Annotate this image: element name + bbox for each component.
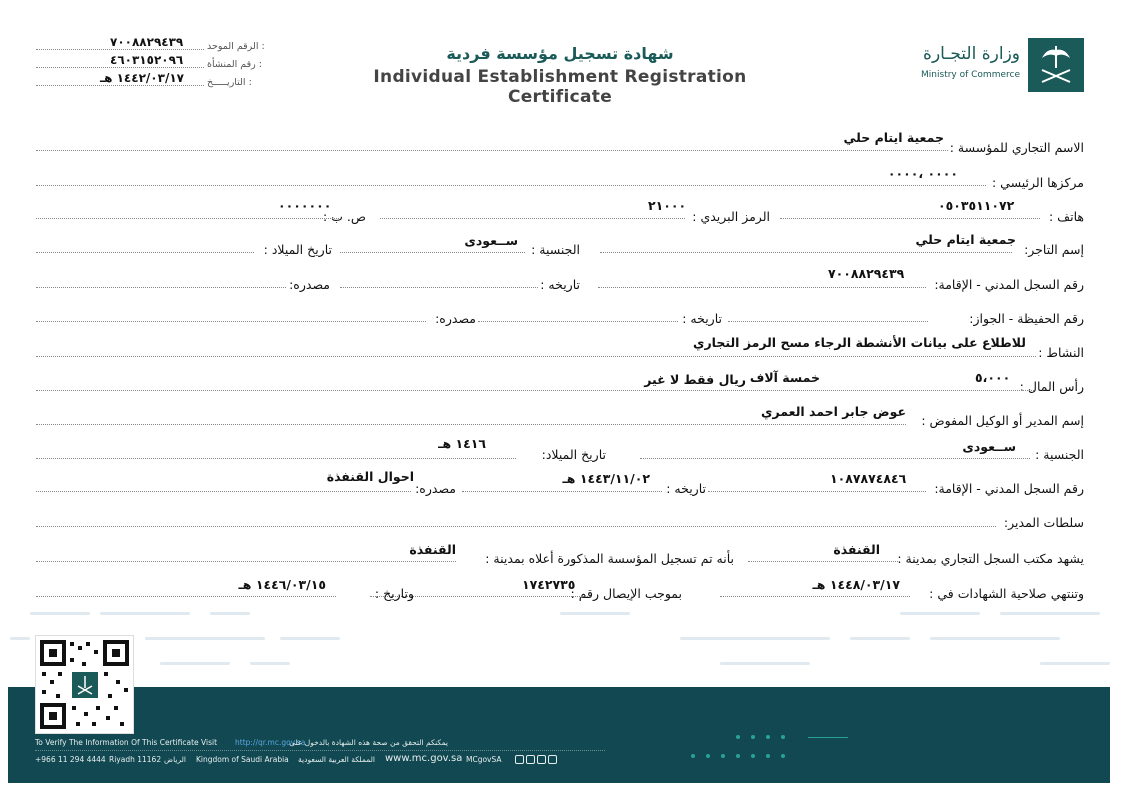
civil-source-label: مصدره:	[289, 277, 330, 292]
civil-date-label: تاريخه :	[540, 277, 580, 292]
verify-text-english: To Verify The Information Of This Certificate Visit	[35, 738, 218, 747]
headquarters-value: ٠٠٠٠ ،٠٠٠٠	[887, 166, 958, 181]
ministry-name-english: Ministry of Commerce	[921, 70, 1020, 80]
civil-record-label: رقم السجل المدني - الإقامة:	[934, 277, 1084, 292]
social-icons	[513, 754, 557, 764]
footer-phone: +966 11 294 4444	[35, 755, 106, 764]
twitter-icon[interactable]	[537, 755, 546, 764]
postal-code-label: الرمز البريدي :	[692, 209, 770, 224]
unified-number-label: الرقم الموحد :	[207, 41, 265, 52]
capital-words: خمسة آلاف	[749, 370, 820, 385]
facebook-icon[interactable]	[526, 755, 535, 764]
footer-band	[8, 687, 1110, 783]
manager-source-label: مصدره:	[415, 481, 456, 496]
receipt-label: بموجب الإيصال رقم :	[570, 586, 682, 601]
merchant-label: إسم التاجر:	[1024, 242, 1084, 257]
issue-date: ١٤٤٢/٠٣/١٧ هـ	[100, 71, 184, 85]
ministry-name-arabic: وزارة التجـارة	[923, 44, 1020, 64]
footer-website[interactable]: www.mc.gov.sa	[385, 753, 463, 764]
footer-dots-decoration	[648, 733, 848, 753]
passport-label: رقم الحفيظة - الجواز:	[969, 311, 1084, 326]
postal-code-value: ٢١٠٠٠	[648, 198, 687, 213]
establishment-number: ٤٦٠٣١٥٢٠٩٦	[110, 53, 184, 67]
manager-powers-label: سلطات المدير:	[1003, 515, 1084, 530]
civil-record-value: ٧٠٠٨٨٢٩٤٣٩	[828, 266, 905, 281]
pobox-value: ٠٠٠٠٠٠٠	[278, 198, 332, 213]
merchant-name: جمعية ايتام حلي	[915, 232, 1016, 247]
trade-name-label: الاسم التجاري للمؤسسة :	[949, 140, 1084, 155]
phone-label: هاتف :	[1048, 209, 1084, 224]
title-arabic: شهادة تسجيل مؤسسة فردية	[446, 44, 674, 63]
phone-value: ٠٥٠٣٥١١٠٧٢	[938, 198, 1015, 213]
receipt-number: ١٧٤٢٧٣٥	[522, 577, 576, 592]
instagram-icon[interactable]	[515, 755, 524, 764]
receipt-date: ١٤٤٦/٠٣/١٥ هـ	[238, 577, 326, 592]
headquarters-label: مركزها الرئيسي :	[992, 175, 1084, 190]
manager-birth-value: ١٤١٦ هـ	[438, 436, 486, 451]
nationality-value: ســعودى	[464, 233, 518, 248]
footer-riyadh-en: Riyadh 11162	[109, 755, 162, 764]
attest-middle: بأنه تم تسجيل المؤسسة المذكورة أعلاه بمدينة :	[485, 551, 734, 566]
nationality-label: الجنسية :	[531, 242, 580, 257]
manager-name: عوض جابر احمد العمري	[761, 404, 906, 419]
manager-source: احوال القنفذة	[326, 469, 414, 484]
footer-riyadh-ar: الرياض	[164, 755, 186, 764]
attest-city: القنفذة	[833, 542, 880, 557]
birthdate-label: تاريخ الميلاد :	[263, 242, 332, 257]
manager-civil-label: رقم السجل المدني - الإقامة:	[934, 481, 1084, 496]
attest-label: يشهد مكتب السجل التجاري بمدينة :	[897, 551, 1084, 566]
receipt-date-label: وتاريخ :	[374, 586, 414, 601]
qr-code	[35, 635, 134, 734]
verify-link[interactable]: http://qr.mc.gov.sa	[235, 738, 306, 747]
expiry-label: وتنتهي صلاحية الشهادات في :	[929, 586, 1084, 601]
youtube-icon[interactable]	[548, 755, 557, 764]
footer-social-handle: MCgovSA	[466, 755, 502, 764]
manager-nationality: ســعودى	[962, 439, 1016, 454]
footer-kingdom-ar: المملكة العربية السعودية	[298, 755, 375, 764]
capital-amount: ٥،٠٠٠	[975, 370, 1011, 385]
issue-date-label: التاريـــــخ :	[207, 77, 252, 88]
verify-text-arabic: يمكنكم التحقق من صحة هذه الشهادة بالدخول على	[289, 738, 448, 747]
activity-value: للاطلاع على بيانات الأنشطة الرجاء مسح الرمز التجاري	[693, 335, 1026, 350]
manager-civil-value: ١٠٨٧٨٧٤٨٤٦	[830, 471, 907, 486]
manager-nationality-label: الجنسية :	[1035, 447, 1084, 462]
manager-label: إسم المدير أو الوكيل المفوض :	[921, 413, 1084, 428]
capital-label: رأس المال :	[1019, 379, 1084, 394]
manager-civil-date-label: تاريخه :	[666, 481, 706, 496]
ministry-emblem-icon	[1028, 38, 1084, 92]
establishment-number-label: رقم المنشأة :	[207, 59, 262, 70]
expiry-date: ١٤٤٨/٠٣/١٧ هـ	[812, 577, 900, 592]
manager-civil-date: ١٤٤٣/١١/٠٢ هـ	[562, 471, 650, 486]
attest-city-2: القنفذة	[409, 542, 456, 557]
activity-label: النشاط :	[1038, 345, 1084, 360]
passport-date-label: تاريخه :	[682, 311, 722, 326]
manager-birth-label: تاريخ الميلاد:	[541, 447, 606, 462]
capital-currency: ريال فقط لا غير	[644, 372, 746, 387]
trade-name: جمعية ايتام حلي	[843, 130, 944, 145]
passport-source-label: مصدره:	[435, 311, 476, 326]
pobox-label: ص. ب :	[322, 209, 366, 224]
title-english: Individual Establishment Registration Certificate	[373, 67, 747, 107]
footer-kingdom-en: Kingdom of Saudi Arabia	[196, 755, 289, 764]
unified-number: ٧٠٠٨٨٢٩٤٣٩	[110, 35, 184, 49]
